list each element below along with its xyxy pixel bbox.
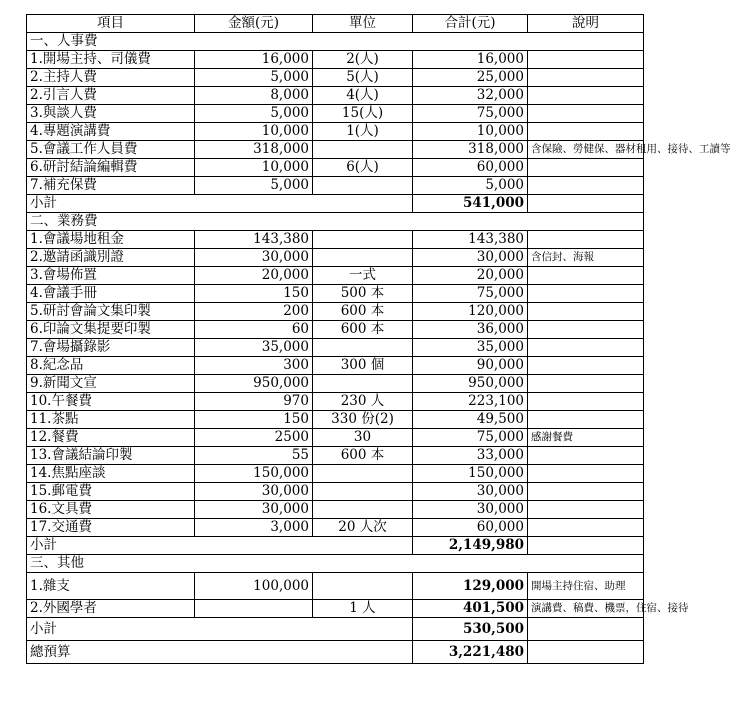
subtotal-row [27,195,644,213]
cell-note [528,465,644,483]
cell-item: 3.與談人費 [27,105,195,123]
table-row [27,321,644,339]
cell-note [528,321,644,339]
cell-note: 感謝餐費 [528,429,644,447]
table-row [27,87,644,105]
subtotal-label: 小計 [27,618,413,641]
cell-unit: 600 本 [313,321,413,339]
cell-amount: 30,000 [195,483,313,501]
section-title: 二、業務費 [27,213,644,231]
grand-total-label: 總預算 [27,641,413,664]
subtotal-value: 541,000 [413,195,528,213]
cell-amount: 10,000 [195,123,313,141]
cell-total: 32,000 [413,87,528,105]
cell-unit [313,339,413,357]
table-row [27,375,644,393]
cell-total: 30,000 [413,483,528,501]
cell-unit: 600 本 [313,303,413,321]
cell-note [528,231,644,249]
cell-item: 12.餐費 [27,429,195,447]
cell-item: 17.交通費 [27,519,195,537]
table-row [27,465,644,483]
cell-amount: 200 [195,303,313,321]
cell-amount [195,600,313,618]
cell-note [528,447,644,465]
cell-amount: 5,000 [195,69,313,87]
cell-item: 6.印論文集提要印製 [27,321,195,339]
cell-item: 4.專題演講費 [27,123,195,141]
cell-note: 含保險、勞健保、器材租用、接待、工讀等 [528,141,644,159]
cell-total: 75,000 [413,285,528,303]
cell-unit: 5(人) [313,69,413,87]
subtotal-label: 小計 [27,537,413,555]
cell-item: 10.午餐費 [27,393,195,411]
table-row [27,600,644,618]
cell-note [528,339,644,357]
cell-total: 950,000 [413,375,528,393]
cell-item: 2.引言人費 [27,87,195,105]
cell-note [528,69,644,87]
cell-item: 14.焦點座談 [27,465,195,483]
table-row [27,249,644,267]
cell-note [528,105,644,123]
cell-note [528,285,644,303]
cell-note [528,375,644,393]
cell-amount: 970 [195,393,313,411]
cell-total: 36,000 [413,321,528,339]
header-note: 說明 [528,15,644,33]
cell-total: 120,000 [413,303,528,321]
cell-unit: 330 份(2) [313,411,413,429]
cell-amount: 60 [195,321,313,339]
cell-unit [313,465,413,483]
cell-item: 9.新聞文宣 [27,375,195,393]
cell-total: 33,000 [413,447,528,465]
cell-unit [313,231,413,249]
cell-unit: 6(人) [313,159,413,177]
subtotal-label: 小計 [27,195,413,213]
cell-amount: 8,000 [195,87,313,105]
cell-total: 75,000 [413,105,528,123]
cell-total: 49,500 [413,411,528,429]
cell-item: 2.邀請函識別證 [27,249,195,267]
table-row [27,159,644,177]
cell-amount: 100,000 [195,573,313,600]
cell-unit: 一式 [313,267,413,285]
table-row [27,303,644,321]
cell-total: 35,000 [413,339,528,357]
cell-item: 3.會場佈置 [27,267,195,285]
cell-note [528,519,644,537]
cell-total: 318,000 [413,141,528,159]
cell-item: 1.會議場地租金 [27,231,195,249]
cell-note [528,51,644,69]
cell-item: 13.會議結論印製 [27,447,195,465]
cell-amount: 150,000 [195,465,313,483]
cell-amount: 143,380 [195,231,313,249]
cell-note [528,618,644,641]
cell-total: 75,000 [413,429,528,447]
section-title: 一、人事費 [27,33,644,51]
table-row [27,267,644,285]
cell-note: 開場主持住宿、助理 [528,573,644,600]
cell-note [528,411,644,429]
cell-note [528,87,644,105]
table-row [27,339,644,357]
cell-item: 1.開場主持、司儀費 [27,51,195,69]
cell-item: 15.郵電費 [27,483,195,501]
cell-amount: 318,000 [195,141,313,159]
subtotal-value: 2,149,980 [413,537,528,555]
cell-unit: 20 人次 [313,519,413,537]
section-row [27,213,644,231]
cell-unit: 300 個 [313,357,413,375]
cell-total: 20,000 [413,267,528,285]
cell-note [528,537,644,555]
grand-total-value: 3,221,480 [413,641,528,664]
cell-note [528,641,644,664]
cell-note [528,159,644,177]
cell-amount: 30,000 [195,249,313,267]
table-row [27,357,644,375]
cell-note [528,177,644,195]
cell-unit: 1 人 [313,600,413,618]
cell-unit [313,249,413,267]
cell-unit: 15(人) [313,105,413,123]
cell-total: 30,000 [413,249,528,267]
cell-total: 90,000 [413,357,528,375]
cell-total: 401,500 [413,600,528,618]
table-row [27,411,644,429]
table-row [27,501,644,519]
table-row [27,447,644,465]
cell-unit: 230 人 [313,393,413,411]
cell-note: 演講費、稿費、機票，住宿、接待 [528,600,644,618]
cell-amount: 10,000 [195,159,313,177]
cell-amount: 5,000 [195,177,313,195]
cell-item: 2.主持人費 [27,69,195,87]
cell-amount: 150 [195,285,313,303]
table-row [27,573,644,600]
table-row [27,141,644,159]
table-row [27,483,644,501]
cell-total: 129,000 [413,573,528,600]
cell-item: 5.研討會論文集印製 [27,303,195,321]
header-row [27,15,644,33]
cell-total: 150,000 [413,465,528,483]
grand-total-row [27,641,644,664]
cell-amount: 55 [195,447,313,465]
table-row [27,69,644,87]
cell-amount: 150 [195,411,313,429]
cell-unit [313,501,413,519]
header-amount: 金額(元) [195,15,313,33]
cell-item: 16.文具費 [27,501,195,519]
cell-item: 8.紀念品 [27,357,195,375]
section-row [27,33,644,51]
section-row [27,555,644,573]
cell-amount: 20,000 [195,267,313,285]
table-row [27,393,644,411]
table-row [27,285,644,303]
cell-note: 含信封、海報 [528,249,644,267]
table-row [27,429,644,447]
budget-table [26,14,731,664]
cell-total: 143,380 [413,231,528,249]
cell-item: 6.研討結論編輯費 [27,159,195,177]
header-item: 項目 [27,15,195,33]
cell-amount: 950,000 [195,375,313,393]
cell-unit: 500 本 [313,285,413,303]
cell-note [528,303,644,321]
cell-amount: 2500 [195,429,313,447]
table-row [27,51,644,69]
cell-item: 7.補充保費 [27,177,195,195]
cell-amount: 300 [195,357,313,375]
cell-amount: 16,000 [195,51,313,69]
table-row [27,231,644,249]
subtotal-row [27,537,644,555]
cell-unit: 1(人) [313,123,413,141]
cell-amount: 3,000 [195,519,313,537]
cell-total: 25,000 [413,69,528,87]
cell-unit [313,177,413,195]
cell-item: 7.會場攝錄影 [27,339,195,357]
section-title: 三、其他 [27,555,644,573]
cell-unit: 30 [313,429,413,447]
subtotal-row [27,618,644,641]
cell-amount: 5,000 [195,105,313,123]
cell-note [528,501,644,519]
cell-unit [313,141,413,159]
cell-note [528,393,644,411]
table-row [27,519,644,537]
cell-total: 16,000 [413,51,528,69]
cell-total: 5,000 [413,177,528,195]
cell-unit: 4(人) [313,87,413,105]
header-total: 合計(元) [413,15,528,33]
cell-unit: 600 本 [313,447,413,465]
cell-item: 2.外國學者 [27,600,195,618]
cell-item: 1.雜支 [27,573,195,600]
cell-total: 30,000 [413,501,528,519]
cell-amount: 35,000 [195,339,313,357]
cell-note [528,357,644,375]
cell-total: 60,000 [413,159,528,177]
table-row [27,177,644,195]
table-row [27,123,644,141]
cell-total: 223,100 [413,393,528,411]
cell-unit: 2(人) [313,51,413,69]
cell-total: 60,000 [413,519,528,537]
cell-note [528,123,644,141]
cell-item: 11.茶點 [27,411,195,429]
cell-note [528,195,644,213]
cell-item: 4.會議手冊 [27,285,195,303]
table-row [27,105,644,123]
cell-unit [313,375,413,393]
cell-note [528,267,644,285]
cell-amount: 30,000 [195,501,313,519]
cell-unit [313,573,413,600]
header-unit: 單位 [313,15,413,33]
cell-unit [313,483,413,501]
cell-total: 10,000 [413,123,528,141]
cell-note [528,483,644,501]
cell-item: 5.會議工作人員費 [27,141,195,159]
subtotal-value: 530,500 [413,618,528,641]
